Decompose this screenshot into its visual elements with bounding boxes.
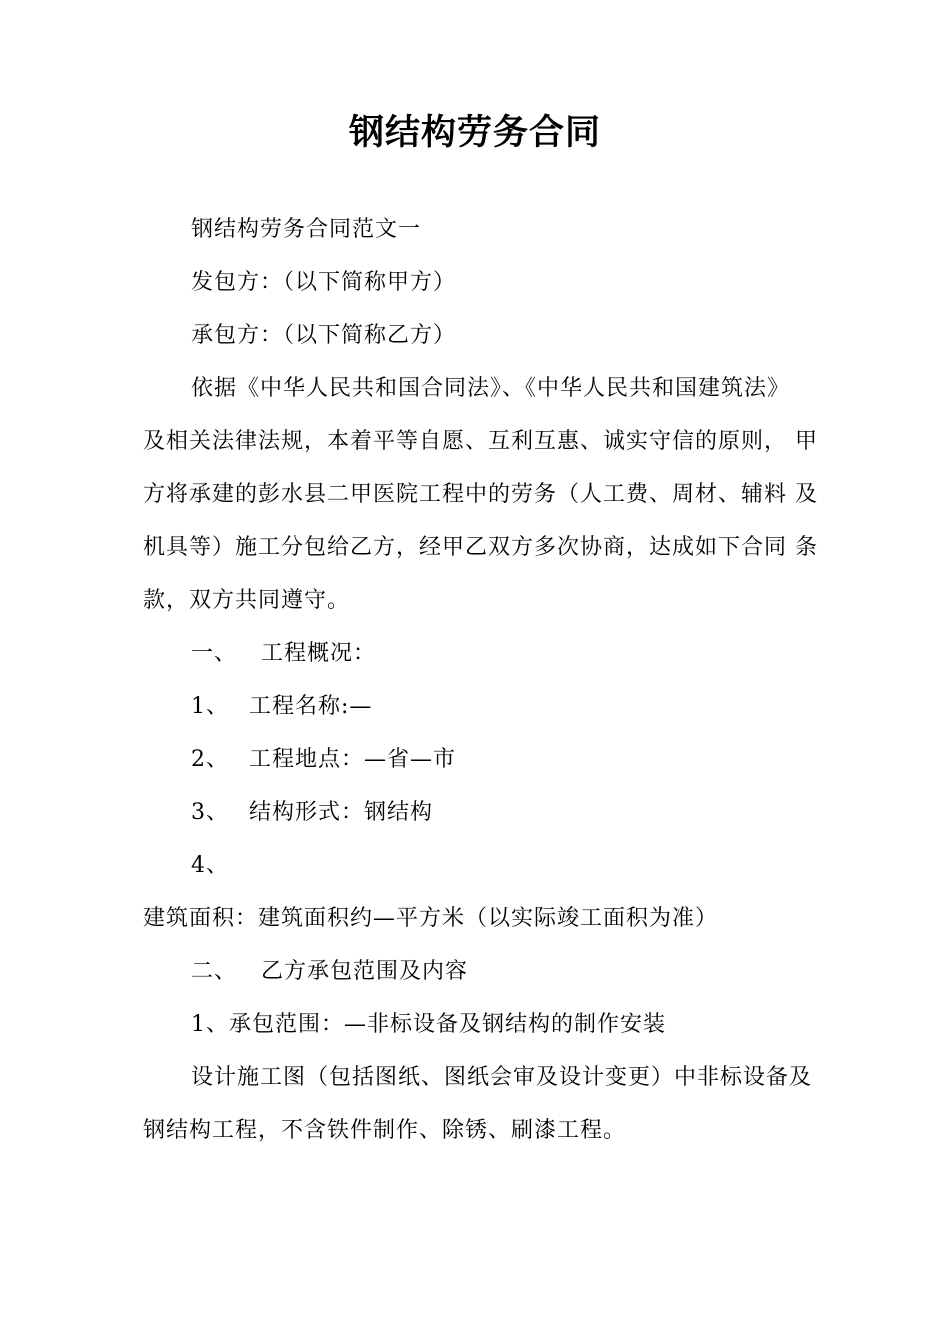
section-title: 乙方承包范围及内容 bbox=[261, 959, 469, 984]
list-number: 3、 bbox=[191, 800, 229, 825]
paragraph-scope: 1、承包范围：—非标设备及钢结构的制作安装 bbox=[191, 1012, 666, 1037]
list-item-building-area bbox=[143, 839, 819, 945]
list-text: 建筑面积：建筑面积约—平方米（以实际竣工面积为准） bbox=[143, 906, 719, 931]
section-number: 一、 bbox=[191, 641, 238, 666]
list-text: 工程地点：—省—市 bbox=[249, 747, 457, 772]
paragraph-basis: 依据《中华人民共和国合同法》、《中华人民共和国建筑法》 及相关法律法规，本着平等自愿、互利互惠、诚实守信的原则， 甲方将承建的彭水县二甲医院工程中的劳务（人工费、周材、辅料 及机具等）施工分包给乙方，经甲乙双方多次协商，达成如下合同 条款，双方共同遵守。 bbox=[143, 376, 818, 613]
list-text: 工程名称:— bbox=[249, 694, 373, 719]
list-text: 结构形式：钢结构 bbox=[249, 800, 434, 825]
list-item-structure-type bbox=[143, 786, 819, 839]
paragraph-subtitle: 钢结构劳务合同范文一 bbox=[191, 217, 422, 242]
document-body bbox=[143, 203, 819, 1157]
list-number: 4、 bbox=[191, 853, 229, 878]
section-heading-2 bbox=[143, 945, 819, 998]
section-heading-1 bbox=[143, 627, 819, 680]
paragraph-party-a: 发包方：（以下简称甲方） bbox=[191, 270, 457, 295]
list-number: 2、 bbox=[191, 747, 229, 772]
section-title: 工程概况： bbox=[261, 641, 377, 666]
paragraph-scope-detail: 设计施工图（包括图纸、图纸会审及设计变更）中非标设备及 钢结构工程，不含铁件制作、除锈、刷漆工程。 bbox=[143, 1065, 813, 1143]
list-item-project-name bbox=[143, 680, 819, 733]
section-number: 二、 bbox=[191, 959, 238, 984]
list-number: 1、 bbox=[191, 694, 229, 719]
list-item-project-location bbox=[143, 733, 819, 786]
document-title: 钢结构劳务合同 bbox=[348, 113, 601, 153]
paragraph-party-b: 承包方：（以下简称乙方） bbox=[191, 323, 457, 348]
